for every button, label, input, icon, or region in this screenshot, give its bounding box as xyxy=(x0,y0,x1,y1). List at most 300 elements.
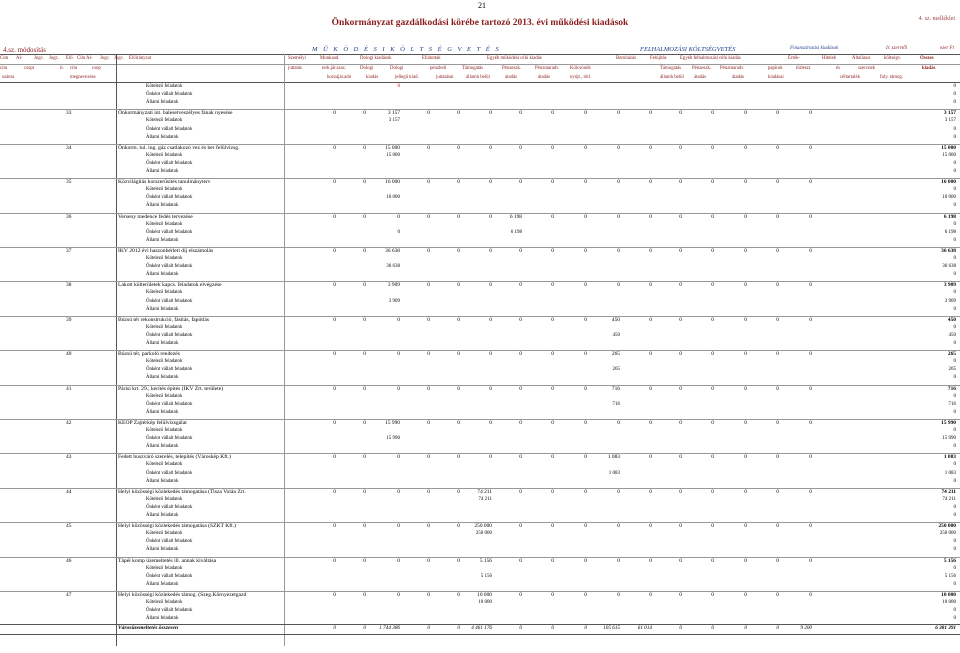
row-value: 0 xyxy=(776,523,779,530)
row-value: 0 xyxy=(711,351,714,358)
row-number: 34 xyxy=(66,144,72,151)
row-value: 74 211 xyxy=(477,488,492,495)
row-value: 0 xyxy=(584,213,587,220)
row-name: Önkormányzati int. balesetveszélyes fának nyesése xyxy=(118,110,233,117)
header-cell: Al- xyxy=(16,56,23,61)
sub-label-onkent: Önként vállalt feladatok xyxy=(146,229,193,235)
header-cell: Jogc. xyxy=(100,56,110,61)
sub-label-kotelezo: Kötelező feladatok xyxy=(146,393,183,399)
row-total: 10 000 xyxy=(941,591,956,598)
row-value: 0 xyxy=(427,282,430,289)
header-cell: Kölcsönök xyxy=(570,66,591,71)
header-mid-rule xyxy=(0,64,960,65)
row-total: 5 156 xyxy=(943,557,956,564)
row-value: 0 xyxy=(679,385,682,392)
header-cell: átadás xyxy=(505,75,517,80)
row-value: 0 xyxy=(649,419,652,426)
row-value: 0 xyxy=(489,454,492,461)
total-row-value: 61 014 xyxy=(637,625,652,632)
row-name: Önkorm. tul. ing. gáz csatlakozó vez és ber felülvizsg. xyxy=(118,144,240,151)
sub-value: 74 211 xyxy=(478,496,492,502)
sub-total: 0 xyxy=(953,187,956,193)
sub-total: 0 xyxy=(953,478,956,484)
row-value: 0 xyxy=(457,385,460,392)
row-number: 39 xyxy=(66,316,72,323)
row-value: 0 xyxy=(617,523,620,530)
row-value: 0 xyxy=(427,419,430,426)
row-value: 0 xyxy=(427,316,430,323)
sub-total: 0 xyxy=(953,462,956,468)
row-value: 0 xyxy=(584,419,587,426)
row-value: 0 xyxy=(519,385,522,392)
sub-label-allami: Állami feladatok xyxy=(146,478,179,484)
header-cell: Jogc. xyxy=(49,56,59,61)
row-value: 0 xyxy=(679,179,682,186)
header-cell: jellegű kiad. xyxy=(395,75,419,80)
row-name: Lakott külterületek kapcs. feladatok elvégzése xyxy=(118,282,222,289)
total-row-value: 0 xyxy=(427,625,430,632)
sub-label-onkent: Önként vállalt feladatok xyxy=(146,126,193,132)
header-cell: törleszt. xyxy=(796,66,812,71)
row-value: 0 xyxy=(333,385,336,392)
total-row-value: 0 xyxy=(519,625,522,632)
row-value: 16 000 xyxy=(385,179,400,186)
row-value: 0 xyxy=(489,110,492,117)
row-value: 0 xyxy=(617,247,620,254)
row-name: Búzsú tér rekonstrukció, fásítás, fapótlás xyxy=(118,316,210,323)
total-row-value: 0 xyxy=(744,625,747,632)
row-value: 0 xyxy=(679,557,682,564)
sub-label-allami: Állami feladatok xyxy=(146,272,179,278)
sub-total: 0 xyxy=(953,581,956,587)
row-value: 0 xyxy=(744,282,747,289)
row-value: 0 xyxy=(776,454,779,461)
header-cell: kiadásai xyxy=(768,75,784,80)
sub-total: 0 xyxy=(953,409,956,415)
header-cell: Beruházás xyxy=(616,56,636,61)
row-value: 0 xyxy=(776,385,779,392)
row-value: 0 xyxy=(584,179,587,186)
row-value: 0 xyxy=(744,213,747,220)
header-cell: átadás xyxy=(694,75,706,80)
sub-value: 265 xyxy=(612,367,620,373)
row-value: 0 xyxy=(809,110,812,117)
row-value: 0 xyxy=(551,351,554,358)
row-total: 265 xyxy=(947,351,956,358)
total-row-value: 0 xyxy=(333,625,336,632)
row-value: 0 xyxy=(617,144,620,151)
row-value: 0 xyxy=(397,213,400,220)
sub-label-onkent: Önként vállalt feladatok xyxy=(146,608,193,614)
sub-label-allami: Állami feladatok xyxy=(146,375,179,381)
sub-label-allami: Állami feladatok xyxy=(146,169,179,174)
sub-label-allami: Állami feladatok xyxy=(146,547,179,553)
sub-value: 3 909 xyxy=(388,298,400,304)
sub-label-onkent: Önként vállalt feladatok xyxy=(146,539,193,545)
row-name: Helyi közösségi közlekedés támogatása (SZKT Kft.) xyxy=(118,523,236,530)
row-value: 0 xyxy=(649,385,652,392)
row-value: 0 xyxy=(397,488,400,495)
sub-label-onkent: Önként vállalt feladatok xyxy=(146,264,193,270)
row-value: 0 xyxy=(649,282,652,289)
total-row-value: 9 200 xyxy=(800,625,812,632)
header-cell: foly. támog. xyxy=(880,75,904,80)
row-value: 0 xyxy=(744,557,747,564)
sub-total: 16 000 xyxy=(942,195,956,201)
sub-label-kotelezo: Kötelező feladatok xyxy=(146,290,183,296)
header-cell: kiadás xyxy=(366,75,379,80)
row-value: 0 xyxy=(584,488,587,495)
header-cell: cím xyxy=(70,66,78,71)
header-cell: csopt xyxy=(24,66,35,71)
table-bottom-rule xyxy=(0,634,960,635)
row-value: 0 xyxy=(457,110,460,117)
row-value: 0 xyxy=(584,385,587,392)
row-value: 0 xyxy=(489,385,492,392)
row-value: 0 xyxy=(333,557,336,564)
row-value: 0 xyxy=(809,523,812,530)
row-value: 0 xyxy=(457,179,460,186)
header-cell: juttatásai xyxy=(436,75,454,80)
row-name: Fedett buszváró szerelés, telepítés (Városkép Kft.) xyxy=(118,454,231,461)
row-value: 0 xyxy=(333,523,336,530)
row-value: 0 xyxy=(584,454,587,461)
row-value: 0 xyxy=(584,144,587,151)
row-value: 0 xyxy=(519,282,522,289)
row-value: 0 xyxy=(427,523,430,530)
row-value: 0 xyxy=(649,591,652,598)
row-value: 0 xyxy=(457,419,460,426)
section-ir-szervtol: Ir. szervtől xyxy=(886,46,908,51)
header-cell: Jogc. xyxy=(34,56,44,61)
row-value: 0 xyxy=(519,488,522,495)
row-value: 0 xyxy=(397,351,400,358)
row-value: 0 xyxy=(649,488,652,495)
annex-label: 4. sz. melléklet xyxy=(918,16,955,22)
header-cell: Előirányzat xyxy=(129,56,152,61)
row-number: 43 xyxy=(66,454,72,461)
row-value: 0 xyxy=(551,591,554,598)
sub-label-onkent: Önként vállalt feladatok xyxy=(146,160,193,166)
header-cell: csop xyxy=(92,66,101,71)
sub-label-kotelezo: Kötelező feladatok xyxy=(146,462,183,468)
sub-total: 15 990 xyxy=(942,436,956,442)
row-value: 0 xyxy=(711,110,714,117)
row-value: 0 xyxy=(489,179,492,186)
sub-value: 450 xyxy=(612,332,620,338)
row-total: 250 000 xyxy=(938,523,956,530)
row-value: 0 xyxy=(744,110,747,117)
row-total: 74 211 xyxy=(941,488,956,495)
row-value: 0 xyxy=(649,179,652,186)
row-value: 0 xyxy=(427,213,430,220)
row-value: 0 xyxy=(617,282,620,289)
row-value: 0 xyxy=(809,351,812,358)
top-partial-total: 0 xyxy=(953,100,956,106)
sub-value: 1 083 xyxy=(608,470,620,476)
row-value: 0 xyxy=(457,213,460,220)
row-value: 0 xyxy=(427,454,430,461)
row-value: 6 198 xyxy=(509,213,522,220)
row-value: 0 xyxy=(427,488,430,495)
row-value: 0 xyxy=(584,282,587,289)
sub-label-onkent: Önként vállalt feladatok xyxy=(146,298,193,304)
row-value: 0 xyxy=(744,351,747,358)
row-name: IKV 2012 évi haszonbérleti díj elszámolás xyxy=(118,247,214,254)
row-value: 0 xyxy=(457,557,460,564)
header-cell: Munkaad. xyxy=(320,56,340,61)
row-value: 0 xyxy=(363,179,366,186)
top-partial-value: 0 xyxy=(397,84,400,89)
row-number: 33 xyxy=(66,110,72,117)
sub-total: 0 xyxy=(953,375,956,381)
sub-label-allami: Állami feladatok xyxy=(146,203,179,209)
row-value: 0 xyxy=(333,454,336,461)
row-value: 0 xyxy=(679,454,682,461)
section-mukodesi: M Ű K Ö D É S I K Ö L T S É G V E T É S xyxy=(312,46,501,53)
sub-total: 0 xyxy=(953,539,956,545)
row-value: 0 xyxy=(457,488,460,495)
row-value: 0 xyxy=(584,351,587,358)
header-cell: Érték- xyxy=(788,56,800,61)
row-value: 0 xyxy=(649,213,652,220)
row-value: 0 xyxy=(679,523,682,530)
header-cell: Támogatás xyxy=(660,66,682,71)
sub-total: 0 xyxy=(953,341,956,346)
row-value: 0 xyxy=(744,247,747,254)
row-value: 0 xyxy=(776,591,779,598)
sub-label-kotelezo: Kötelező feladatok xyxy=(146,152,183,158)
header-cell: Ellátottak xyxy=(422,56,441,61)
header-cell: ir. xyxy=(60,66,64,71)
sub-label-allami: Állami feladatok xyxy=(146,444,179,450)
row-value: 265 xyxy=(611,351,620,358)
header-cell: Összes xyxy=(920,56,934,61)
header-cell: Egyéb működési célú kiadás xyxy=(487,56,542,61)
row-value: 10 000 xyxy=(477,591,492,598)
row-value: 0 xyxy=(776,316,779,323)
row-value: 0 xyxy=(551,454,554,461)
sub-total: 15 000 xyxy=(942,152,956,158)
header-cell: Dologi xyxy=(360,66,374,71)
row-value: 0 xyxy=(711,523,714,530)
row-value: 0 xyxy=(617,213,620,220)
sub-value: 3 157 xyxy=(388,118,400,124)
row-value: 0 xyxy=(744,179,747,186)
row-value: 0 xyxy=(711,144,714,151)
row-value: 0 xyxy=(744,523,747,530)
row-value: 0 xyxy=(363,247,366,254)
row-value: 0 xyxy=(679,316,682,323)
sub-label-kotelezo: Kötelező feladatok xyxy=(146,428,183,433)
header-bottom-rule xyxy=(0,82,960,83)
sub-label-kotelezo: Kötelező feladatok xyxy=(146,324,183,330)
row-total: 16 000 xyxy=(941,179,956,186)
row-value: 0 xyxy=(711,385,714,392)
row-value: 0 xyxy=(649,351,652,358)
row-value: 0 xyxy=(551,419,554,426)
row-value: 0 xyxy=(744,454,747,461)
sub-value: 5 156 xyxy=(480,573,492,579)
top-partial-total: 0 xyxy=(953,92,956,98)
header-cell: Jogc. xyxy=(114,56,124,61)
row-number: 37 xyxy=(66,247,72,254)
header-cell: Pénzmaradv xyxy=(535,66,559,71)
sub-total: 0 xyxy=(953,221,956,227)
row-value: 0 xyxy=(776,282,779,289)
row-value: 0 xyxy=(551,144,554,151)
row-value: 0 xyxy=(649,316,652,323)
row-value: 0 xyxy=(457,591,460,598)
sub-label-kotelezo: Kötelező feladatok xyxy=(146,221,183,227)
row-value: 0 xyxy=(744,488,747,495)
header-cell: költségv. xyxy=(884,56,902,61)
sub-label-allami: Állami feladatok xyxy=(146,341,179,346)
header-cell: száma xyxy=(2,75,14,80)
row-value: 0 xyxy=(744,419,747,426)
row-value: 0 xyxy=(333,282,336,289)
sub-total: 0 xyxy=(953,324,956,330)
row-value: 0 xyxy=(809,144,812,151)
row-value: 0 xyxy=(744,591,747,598)
sub-total: 265 xyxy=(948,367,956,373)
sub-value: 716 xyxy=(612,401,620,407)
row-value: 0 xyxy=(649,247,652,254)
sub-value: 15 000 xyxy=(386,152,400,158)
total-row-value: 105 615 xyxy=(603,625,620,632)
sub-total: 10 000 xyxy=(942,600,956,605)
row-value: 0 xyxy=(363,591,366,598)
row-value: 0 xyxy=(489,213,492,220)
row-value: 0 xyxy=(363,385,366,392)
row-value: 3 157 xyxy=(387,110,400,117)
total-row-label: Városüzemeltetés összesen xyxy=(118,625,179,632)
row-value: 0 xyxy=(809,557,812,564)
row-value: 0 xyxy=(809,385,812,392)
row-value: 0 xyxy=(457,316,460,323)
sub-total: 0 xyxy=(953,160,956,166)
sub-total: 0 xyxy=(953,513,956,518)
row-value: 0 xyxy=(333,144,336,151)
row-value: 5 156 xyxy=(479,557,492,564)
header-cell: megnevezése xyxy=(70,75,96,80)
row-value: 0 xyxy=(584,523,587,530)
sub-label-onkent: Önként vállalt feladatok xyxy=(146,436,193,442)
sub-label-onkent: Önként vállalt feladatok xyxy=(146,470,193,476)
row-value: 0 xyxy=(584,316,587,323)
row-value: 15 000 xyxy=(385,144,400,151)
row-value: 0 xyxy=(679,144,682,151)
sub-total: 250 000 xyxy=(939,531,956,537)
header-cell: szervnek xyxy=(858,66,876,71)
row-value: 0 xyxy=(489,144,492,151)
row-total: 3 909 xyxy=(943,282,956,289)
row-value: 0 xyxy=(397,557,400,564)
sub-total: 0 xyxy=(953,608,956,614)
row-number: 45 xyxy=(66,523,72,530)
header-cell: Cím xyxy=(0,56,9,61)
row-value: 0 xyxy=(519,557,522,564)
sub-total: 716 xyxy=(948,401,956,407)
row-value: 0 xyxy=(551,316,554,323)
header-cell: Al- xyxy=(86,56,93,61)
row-value: 0 xyxy=(333,213,336,220)
sub-total: 0 xyxy=(953,565,956,571)
row-value: 0 xyxy=(457,454,460,461)
row-value: 0 xyxy=(333,110,336,117)
row-value: 0 xyxy=(744,144,747,151)
row-value: 0 xyxy=(711,316,714,323)
sub-label-kotelezo: Kötelező feladatok xyxy=(146,496,183,502)
row-value: 0 xyxy=(489,247,492,254)
row-number: 40 xyxy=(66,351,72,358)
row-total: 15 000 xyxy=(941,144,956,151)
row-value: 0 xyxy=(551,557,554,564)
row-value: 0 xyxy=(363,110,366,117)
header-cell: kiadás xyxy=(922,66,936,71)
row-value: 0 xyxy=(363,351,366,358)
row-value: 0 xyxy=(776,213,779,220)
sub-value: 36 638 xyxy=(386,264,400,270)
row-number: 41 xyxy=(66,385,72,392)
sub-label-allami: Állami feladatok xyxy=(146,513,179,518)
row-value: 0 xyxy=(363,557,366,564)
header-cell: Dologi kiadások xyxy=(360,56,392,61)
row-value: 0 xyxy=(457,523,460,530)
row-value: 0 xyxy=(363,419,366,426)
row-value: 0 xyxy=(519,454,522,461)
sub-total: 0 xyxy=(953,428,956,433)
row-value: 0 xyxy=(551,282,554,289)
sub-total: 0 xyxy=(953,169,956,174)
row-value: 0 xyxy=(679,282,682,289)
header-cell: államh belül xyxy=(466,75,490,80)
row-value: 716 xyxy=(611,385,620,392)
row-value: 0 xyxy=(649,454,652,461)
header-cell: Támogatás xyxy=(462,66,484,71)
row-total: 450 xyxy=(947,316,956,323)
row-total: 716 xyxy=(947,385,956,392)
sub-label-kotelezo: Kötelező feladatok xyxy=(146,531,183,537)
row-value: 0 xyxy=(457,247,460,254)
total-row-value: 0 xyxy=(711,625,714,632)
top-partial-total: 0 xyxy=(953,84,956,89)
header-cell: Általános xyxy=(852,56,871,61)
row-value: 0 xyxy=(617,110,620,117)
row-value: 0 xyxy=(809,419,812,426)
row-value: 0 xyxy=(551,179,554,186)
sub-total: 3 157 xyxy=(944,118,956,124)
row-number: 46 xyxy=(66,557,72,564)
header-cell: Egyéb felhalmozási célú kiadás xyxy=(680,56,741,61)
row-value: 0 xyxy=(363,488,366,495)
header-cell: Felújítás xyxy=(650,56,667,61)
sub-total: 0 xyxy=(953,616,956,622)
sub-value: 15 990 xyxy=(386,436,400,442)
total-row-grand-total: 6 381 391 xyxy=(935,625,956,632)
sub-total: 450 xyxy=(948,332,956,338)
sub-label-kotelezo: Kötelező feladatok xyxy=(146,359,183,365)
row-value: 0 xyxy=(711,282,714,289)
sub-value-extra: 6 198 xyxy=(510,229,522,235)
row-value: 0 xyxy=(679,110,682,117)
row-value: 0 xyxy=(744,316,747,323)
row-value: 0 xyxy=(519,351,522,358)
row-value: 0 xyxy=(679,591,682,598)
sub-label-allami: Állami feladatok xyxy=(146,581,179,587)
total-row-value: 0 xyxy=(363,625,366,632)
row-value: 0 xyxy=(551,247,554,254)
